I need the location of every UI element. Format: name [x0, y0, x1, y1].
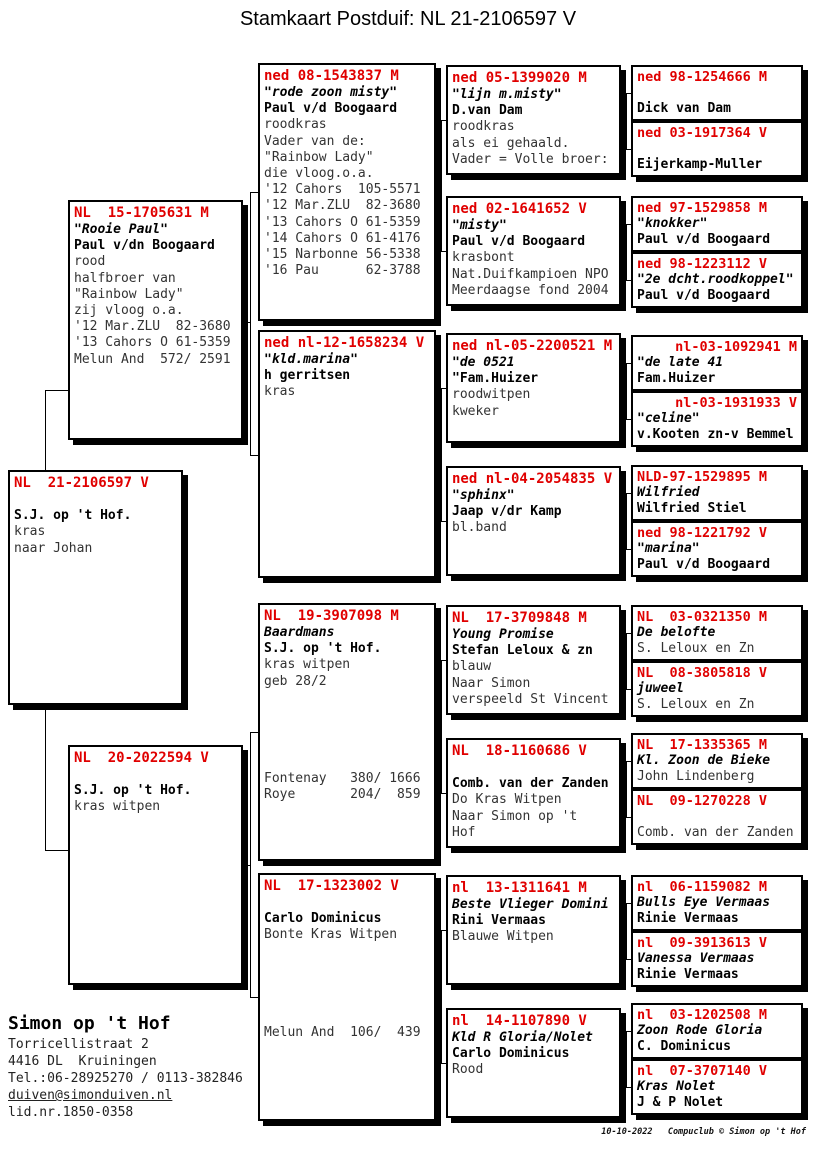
box-text-line: [264, 690, 430, 706]
box-text-line: [264, 706, 430, 722]
pedigree-box-g4: [258, 873, 436, 1121]
ring-number: ned 98-1223112 V: [637, 256, 768, 272]
box-text-line: "celine": [637, 411, 700, 426]
connector-line: [45, 390, 46, 470]
footer-phone: Tel.:06-28925270 / 0113-382846: [8, 1071, 243, 1086]
pedigree-box-gg3: [446, 333, 621, 443]
connector-line: [626, 363, 627, 420]
box-text-line: die vloog.o.a.: [264, 166, 374, 182]
box-text-line: "Fam.Huizer: [452, 371, 539, 387]
box-text-line: Vader = Volle broer:: [452, 151, 609, 167]
box-text-line: S.J. op 't Hof.: [264, 641, 382, 657]
box-text-line: C. Dominicus: [637, 1039, 731, 1054]
connector-line: [250, 455, 258, 456]
box-text-line: [264, 738, 430, 754]
box-text-line: kras witpen: [264, 657, 351, 673]
box-text-line: Paul v/d Boogaard: [452, 234, 586, 250]
box-text-line: roodkras: [452, 119, 515, 135]
box-text-line: Kras Nolet: [637, 1079, 716, 1094]
box-text-line: juweel: [637, 681, 684, 696]
box-text-line: Wilfried Stiel: [637, 501, 747, 516]
connector-line: [45, 705, 46, 851]
box-text-line: Bonte Kras Witpen: [264, 927, 398, 943]
box-text-line: Carlo Dominicus: [452, 1046, 570, 1062]
ring-number: NL 20-2022594 V: [74, 750, 209, 766]
pedigree-box-ggg10: [631, 661, 803, 717]
box-text-line: Beste Vlieger Domini: [452, 897, 609, 912]
box-text-line: S.J. op 't Hof.: [74, 783, 192, 799]
box-text-line: Wilfried: [637, 485, 700, 500]
box-text-line: Young Promise: [452, 627, 554, 642]
ring-number: NL 15-1705631 M: [74, 205, 209, 221]
ring-number: ned 08-1543837 M: [264, 68, 399, 84]
box-text-line: v.Kooten zn-v Bemmel: [637, 427, 794, 442]
box-text-line: Rini Vermaas: [452, 913, 546, 929]
footer-street: Torricellistraat 2: [8, 1037, 149, 1052]
connector-line: [626, 1031, 627, 1088]
box-text-line: Kl. Zoon de Bieke: [637, 753, 771, 768]
loft-owner-name: Simon op 't Hof: [8, 1013, 171, 1034]
box-text-line: Fam.Huizer: [637, 371, 716, 386]
box-text-line: roodwitpen: [452, 387, 531, 403]
box-text-line: [264, 944, 430, 960]
box-text-line: Paul v/d Boogaard: [637, 232, 771, 247]
pedigree-box-ggg5: [631, 335, 803, 391]
box-text-line: Kld R Gloria/Nolet: [452, 1030, 593, 1045]
pedigree-box-gg1: [446, 65, 621, 175]
pedigree-box-gg2: [446, 196, 621, 306]
box-text-line: [264, 1008, 430, 1024]
connector-line: [250, 732, 251, 998]
ring-number: NL 03-0321350 M: [637, 609, 768, 625]
box-text-line: Do Kras Witpen: [452, 792, 562, 808]
box-text-line: '15 Narbonne 56-5338: [264, 247, 421, 263]
box-text-line: [264, 722, 430, 738]
box-text-line: kras: [264, 384, 296, 400]
box-text-line: '12 Cahors 105-5571: [264, 182, 421, 198]
box-text-line: Rood: [452, 1062, 484, 1078]
box-text-line: '13 Cahors O 61-5359: [264, 214, 421, 230]
footer-city: 4416 DL Kruiningen: [8, 1054, 157, 1069]
connector-line: [441, 120, 442, 252]
box-text-line: S.J. op 't Hof.: [14, 508, 132, 524]
box-text-line: kweker: [452, 403, 499, 419]
box-text-line: Carlo Dominicus: [264, 911, 382, 927]
box-text-line: "sphinx": [452, 488, 515, 503]
box-text-line: De belofte: [637, 625, 716, 640]
box-text-line: Nat.Duifkampioen NPO: [452, 266, 609, 282]
pedigree-box-g1: [258, 63, 436, 321]
pedigree-box-ggg12: [631, 789, 803, 845]
ring-number: nl-03-1092941 M: [675, 339, 797, 355]
box-text-line: "rode zoon misty": [264, 85, 398, 100]
box-text-line: Fontenay 380/ 1666: [264, 770, 421, 786]
footer-email: duiven@simonduiven.nl: [8, 1088, 173, 1103]
box-text-line: "misty": [452, 218, 507, 233]
connector-line: [250, 732, 258, 733]
box-text-line: rood: [74, 254, 106, 270]
ring-number: nl 06-1159082 M: [637, 879, 768, 895]
pedigree-box-ggg14: [631, 931, 803, 987]
box-text-line: Eijerkamp-Muller: [637, 157, 763, 172]
pedigree-box-ggg11: [631, 733, 803, 789]
box-text-line: kras: [14, 524, 46, 540]
box-text-line: halfbroer van: [74, 270, 176, 286]
pedigree-box-ggg8: [631, 521, 803, 577]
ring-number: ned 98-1221792 V: [637, 525, 768, 541]
connector-line: [626, 493, 627, 550]
box-text-line: "Rainbow Lady": [74, 286, 184, 302]
ring-number: NL 08-3805818 V: [637, 665, 768, 681]
box-text-line: Melun And 106/ 439: [264, 1024, 421, 1040]
ring-number: NL 17-3709848 M: [452, 610, 587, 626]
box-text-line: [637, 809, 797, 825]
box-text-line: '16 Pau 62-3788: [264, 263, 421, 279]
pedigree-box-sire: [68, 200, 243, 440]
box-text-line: "lijn m.misty": [452, 87, 562, 102]
box-text-line: '13 Cahors O 61-5359: [74, 335, 231, 351]
ring-number: ned 05-1399020 M: [452, 70, 587, 86]
box-text-line: '14 Cahors O 61-4176: [264, 230, 421, 246]
box-text-line: "knokker": [637, 216, 708, 231]
pedigree-box-subject: [8, 470, 183, 705]
box-text-line: verspeeld St Vincent: [452, 691, 609, 707]
ring-number: nl 13-1311641 M: [452, 880, 587, 896]
box-text-line: Rinie Vermaas: [637, 967, 739, 982]
connector-line: [250, 997, 258, 998]
box-text-line: "de 0521: [452, 355, 515, 370]
footer-loft-info: [8, 1012, 243, 1121]
box-text-line: h gerritsen: [264, 368, 351, 384]
box-text-line: S. Leloux en Zn: [637, 641, 755, 656]
pedigree-box-dam: [68, 745, 243, 985]
box-text-line: Meerdaagse fond 2004: [452, 282, 609, 298]
box-text-line: "kld.marina": [264, 352, 358, 367]
box-text-line: [452, 760, 615, 776]
box-text-line: Rinie Vermaas: [637, 911, 739, 926]
pedigree-box-ggg15: [631, 1003, 803, 1059]
box-text-line: Roye 204/ 859: [264, 787, 421, 803]
ring-number: NL 21-2106597 V: [14, 475, 149, 491]
box-text-line: [637, 141, 797, 157]
box-text-line: bl.band: [452, 520, 507, 536]
pedigree-box-g2: [258, 330, 436, 578]
ring-number: NL 18-1160686 V: [452, 743, 587, 759]
box-text-line: J & P Nolet: [637, 1095, 724, 1110]
ring-number: NL 17-1335365 M: [637, 737, 768, 753]
box-text-line: [264, 976, 430, 992]
connector-line: [45, 850, 68, 851]
box-text-line: D.van Dam: [452, 103, 523, 119]
box-text-line: kras witpen: [74, 799, 161, 815]
box-text-line: zij vloog o.a.: [74, 303, 184, 319]
pedigree-box-ggg4: [631, 252, 803, 308]
ring-number: nl 03-1202508 M: [637, 1007, 768, 1023]
footer-member-number: lid.nr.1850-0358: [8, 1105, 134, 1120]
connector-line: [441, 388, 442, 522]
pedigree-box-gg7: [446, 875, 621, 985]
ring-number: nl 07-3707140 V: [637, 1063, 768, 1079]
connector-line: [45, 390, 68, 391]
box-text-line: blauw: [452, 659, 492, 675]
box-text-line: geb 28/2: [264, 673, 327, 689]
box-text-line: [264, 895, 430, 911]
connector-line: [626, 761, 627, 818]
ring-number: NL 09-1270228 V: [637, 793, 768, 809]
box-text-line: als ei gehaald.: [452, 135, 570, 151]
ring-number: nl 14-1107890 V: [452, 1013, 587, 1029]
ring-number: nl 09-3913613 V: [637, 935, 768, 951]
pedigree-box-ggg3: [631, 196, 803, 252]
connector-line: [626, 903, 627, 960]
pedigree-box-ggg9: [631, 605, 803, 661]
pedigree-box-ggg6: [631, 391, 803, 447]
box-text-line: [264, 992, 430, 1008]
pedigree-box-gg4: [446, 466, 621, 576]
box-text-line: Stefan Leloux & zn: [452, 643, 593, 659]
connector-line: [441, 660, 442, 794]
ring-number: ned 03-1917364 V: [637, 125, 768, 141]
ring-number: nl-03-1931933 V: [675, 395, 797, 411]
box-text-line: John Lindenberg: [637, 769, 755, 784]
ring-number: ned nl-05-2200521 M: [452, 338, 613, 354]
box-text-line: Naar Simon op 't: [452, 808, 578, 824]
box-text-line: [637, 85, 797, 101]
box-text-line: Baardmans: [264, 625, 335, 640]
connector-line: [626, 93, 627, 150]
box-text-line: Dick van Dam: [637, 101, 731, 116]
print-credit: 10-10-2022 Compuclub © Simon op 't Hof: [601, 1127, 806, 1137]
ring-number: ned 02-1641652 V: [452, 201, 587, 217]
box-text-line: Paul v/d Boogaard: [637, 288, 771, 303]
box-text-line: [74, 767, 237, 783]
box-text-line: "marina": [637, 541, 700, 556]
pedigree-box-ggg1: [631, 65, 803, 121]
pedigree-box-ggg7: [631, 465, 803, 521]
connector-line: [626, 224, 627, 281]
box-text-line: Comb. van der Zanden: [452, 776, 609, 792]
pedigree-box-ggg2: [631, 121, 803, 177]
ring-number: NLD-97-1529895 M: [637, 469, 768, 485]
box-text-line: "Rainbow Lady": [264, 149, 374, 165]
pedigree-box-g3: [258, 603, 436, 861]
box-text-line: S. Leloux en Zn: [637, 697, 755, 712]
box-text-line: "de late 41: [637, 355, 724, 370]
connector-line: [250, 192, 258, 193]
box-text-line: krasbont: [452, 250, 515, 266]
pedigree-box-gg8: [446, 1008, 621, 1118]
box-text-line: "2e dcht.roodkoppel": [637, 272, 794, 287]
box-text-line: naar Johan: [14, 540, 93, 556]
connector-line: [441, 930, 442, 1064]
ring-number: ned 97-1529858 M: [637, 200, 768, 216]
box-text-line: Naar Simon: [452, 675, 531, 691]
pedigree-box-ggg13: [631, 875, 803, 931]
ring-number: NL 17-1323002 V: [264, 878, 399, 894]
box-text-line: [14, 492, 177, 508]
box-text-line: '12 Mar.ZLU 82-3680: [74, 319, 231, 335]
box-text-line: Vanessa Vermaas: [637, 951, 755, 966]
pedigree-box-gg6: [446, 738, 621, 848]
box-text-line: roodkras: [264, 117, 327, 133]
ring-number: ned nl-12-1658234 V: [264, 335, 425, 351]
connector-line: [626, 633, 627, 690]
pedigree-box-ggg16: [631, 1059, 803, 1115]
box-text-line: "Rooie Paul": [74, 222, 168, 237]
box-text-line: [264, 960, 430, 976]
box-text-line: '12 Mar.ZLU 82-3680: [264, 198, 421, 214]
pedigree-box-gg5: [446, 605, 621, 715]
box-text-line: Paul v/d Boogaard: [637, 557, 771, 572]
box-text-line: Jaap v/dr Kamp: [452, 504, 562, 520]
box-text-line: Vader van de:: [264, 133, 366, 149]
box-text-line: Paul v/d Boogaard: [264, 101, 398, 117]
box-text-line: Zoon Rode Gloria: [637, 1023, 763, 1038]
box-text-line: Comb. van der Zanden: [637, 825, 794, 840]
page-title: Stamkaart Postduif: NL 21-2106597 V: [239, 8, 577, 30]
box-text-line: Melun And 572/ 2591: [74, 351, 231, 367]
box-text-line: [264, 755, 430, 771]
ring-number: ned 98-1254666 M: [637, 69, 768, 85]
connector-line: [250, 192, 251, 456]
ring-number: ned nl-04-2054835 V: [452, 471, 613, 487]
box-text-line: Bulls Eye Vermaas: [637, 895, 771, 910]
box-text-line: Paul v/dn Boogaard: [74, 238, 215, 254]
box-text-line: Hof: [452, 824, 476, 840]
ring-number: NL 19-3907098 M: [264, 608, 399, 624]
box-text-line: Blauwe Witpen: [452, 929, 554, 945]
